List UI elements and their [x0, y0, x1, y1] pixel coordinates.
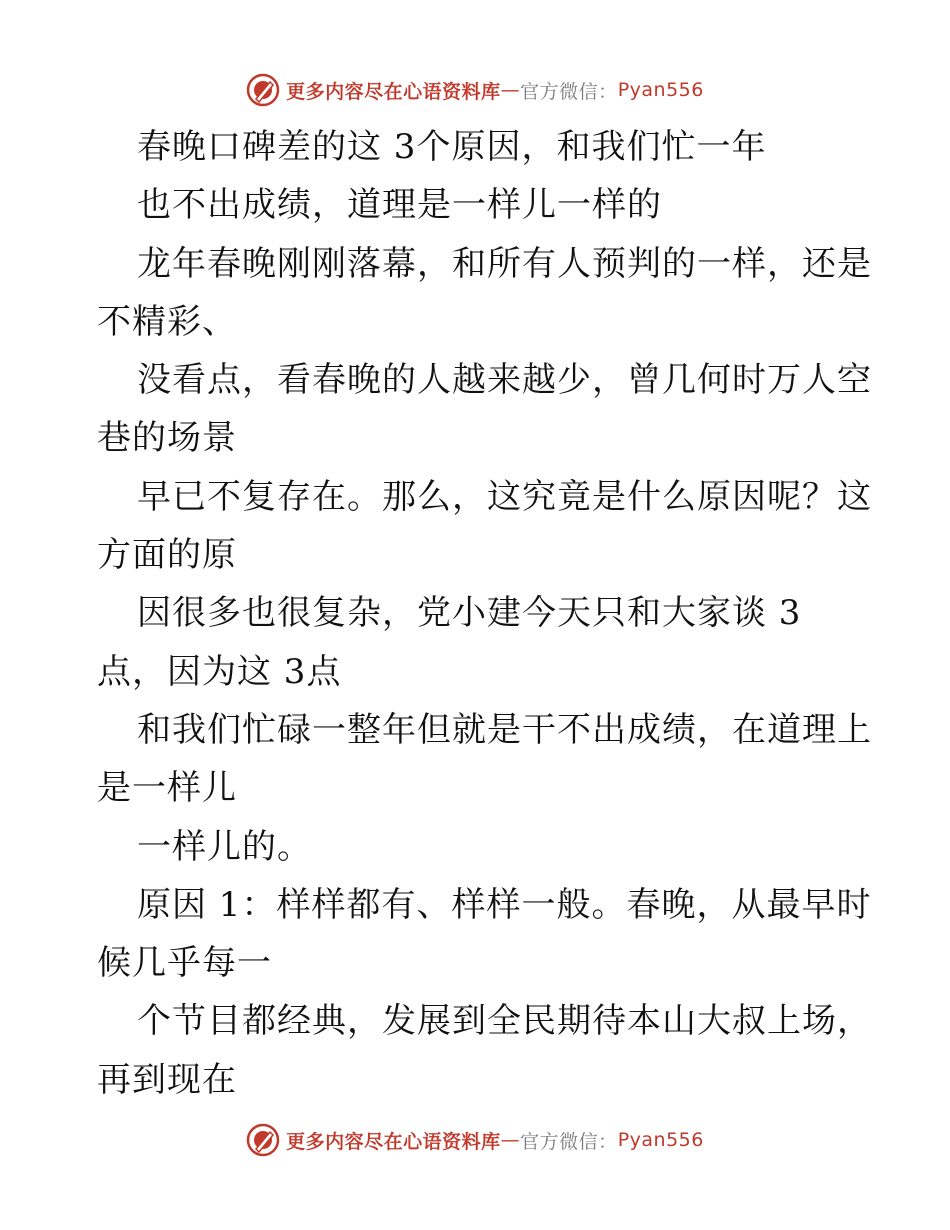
- paragraph-line: 是一样儿: [97, 768, 237, 809]
- paragraph-line: 巷的场景: [97, 418, 237, 459]
- paragraph-line: 不精彩、: [97, 301, 237, 342]
- banner-wechat-label: 官方微信：: [520, 1130, 618, 1153]
- title-line-1: 春晚口碑差的这 3个原因，和我们忙一年: [137, 127, 767, 167]
- pen-logo-icon: [246, 73, 280, 107]
- banner-dash: —: [500, 79, 521, 101]
- paragraph-line: 个节目都经典，发展到全民期待本山大叔上场，: [137, 1001, 872, 1042]
- footer-banner: [0, 1120, 950, 1160]
- paragraph-line: 一样儿的。: [137, 826, 312, 867]
- document-body: [97, 118, 872, 1109]
- paragraph-line: 龙年春晚刚刚落幕，和所有人预判的一样，还是: [137, 243, 872, 284]
- banner-dash: —: [500, 1129, 521, 1151]
- banner-main-text: 更多内容尽在心语资料库: [286, 80, 501, 103]
- banner-wechat-id: Pyan556: [617, 1129, 704, 1151]
- banner-main-text: 更多内容尽在心语资料库: [286, 1130, 501, 1153]
- pen-logo-icon: [246, 1123, 280, 1157]
- paragraph-line: 候几乎每一: [97, 943, 272, 984]
- paragraph-line: 和我们忙碌一整年但就是干不出成绩，在道理上: [137, 709, 872, 750]
- paragraph-line: 早已不复存在。那么，这究竟是什么原因呢？这: [137, 476, 872, 517]
- title-line-2: 也不出成绩，道理是一样儿一样的: [137, 185, 662, 226]
- paragraph-line: 再到现在: [97, 1059, 237, 1100]
- paragraph-line: 原因 1：样样都有、样样一般。春晚，从最早时: [137, 884, 872, 925]
- banner-wechat-id: Pyan556: [617, 79, 704, 101]
- header-banner: [0, 70, 950, 110]
- banner-wechat-label: 官方微信：: [520, 80, 618, 103]
- paragraph-line: 没看点，看春晚的人越来越少，曾几何时万人空: [137, 360, 872, 401]
- paragraph-line: 因很多也很复杂，党小建今天只和大家谈 3: [137, 593, 802, 634]
- paragraph-line: 点，因为这 3点: [97, 651, 342, 692]
- paragraph-line: 方面的原: [97, 535, 237, 576]
